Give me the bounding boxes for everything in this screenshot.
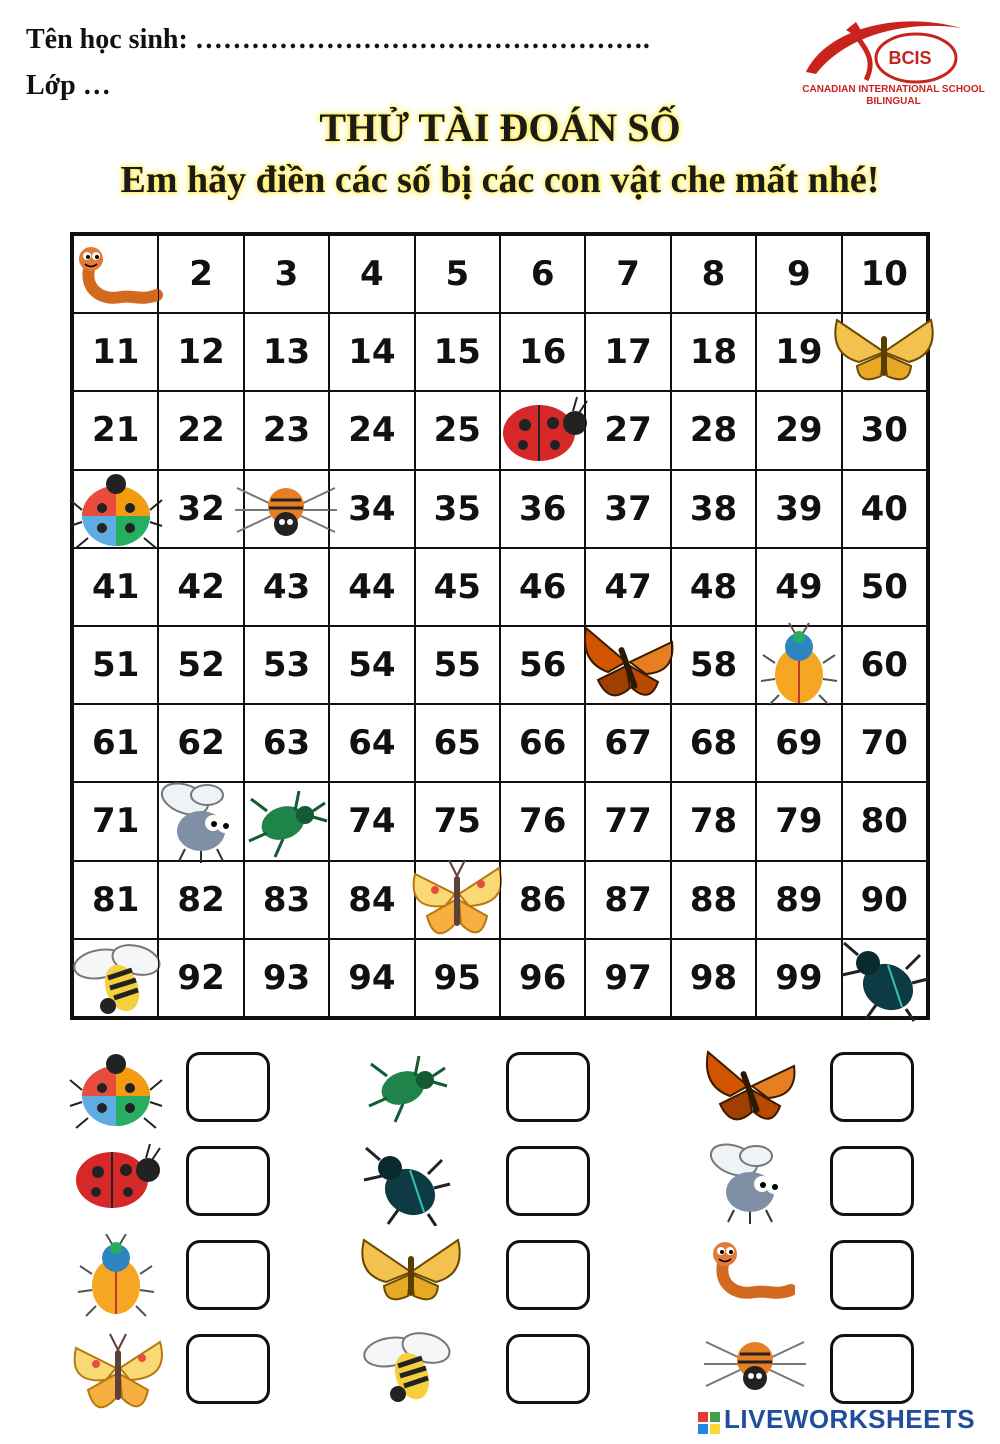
grid-number: 18 [689, 332, 738, 373]
grid-cell [500, 313, 585, 391]
grid-number: 80 [860, 801, 908, 842]
grid-cell [329, 626, 414, 704]
grid-cell-hidden [756, 626, 841, 704]
answer-box[interactable] [506, 1240, 590, 1310]
logo-subtitle-2: BILINGUAL [866, 96, 921, 107]
grid-cell [415, 939, 500, 1017]
grid-number: 77 [604, 801, 652, 842]
grid-cell [585, 313, 670, 391]
worksheet-title: THỬ TÀI ĐOÁN SỐ [319, 105, 681, 150]
grid-cell [73, 782, 158, 860]
grid-number: 28 [689, 410, 738, 451]
grid-number: 48 [689, 566, 738, 607]
grid-number: 99 [775, 957, 823, 998]
grid-number: 49 [775, 566, 823, 607]
liveworksheets-logo-icon [698, 1412, 720, 1434]
red-ladybug-icon [66, 1140, 166, 1222]
grid-number: 8 [701, 254, 726, 295]
grid-cell [671, 548, 756, 626]
grid-number: 62 [177, 723, 225, 764]
answer-box[interactable] [830, 1052, 914, 1122]
grid-number: 61 [92, 723, 140, 764]
grid-cell [500, 939, 585, 1017]
grid-number: 25 [433, 410, 481, 451]
grid-cell [585, 704, 670, 782]
grid-cell [73, 313, 158, 391]
grid-cell [329, 704, 414, 782]
grid-cell-hidden [415, 861, 500, 939]
grid-cell [671, 939, 756, 1017]
grid-cell-hidden [500, 391, 585, 469]
grid-cell [244, 704, 329, 782]
grid-number: 81 [92, 879, 140, 920]
grid-number: 6 [530, 254, 555, 295]
grid-number: 82 [177, 879, 225, 920]
grid-cell [329, 782, 414, 860]
grid-number: 43 [262, 566, 311, 607]
grid-number: 36 [519, 488, 567, 529]
fly-icon [700, 1140, 800, 1222]
grid-number: 66 [519, 723, 567, 764]
grid-cell [415, 626, 500, 704]
grid-cell [73, 861, 158, 939]
grid-number: 47 [604, 566, 652, 607]
grid-number: 58 [689, 645, 738, 686]
grid-cell [329, 861, 414, 939]
grid-cell [756, 470, 841, 548]
grid-number: 55 [433, 645, 481, 686]
grid-number: 96 [519, 957, 567, 998]
grid-number: 94 [348, 957, 396, 998]
grid-cell [415, 548, 500, 626]
grid-cell [329, 313, 414, 391]
grid-number: 90 [860, 879, 908, 920]
grid-cell [73, 391, 158, 469]
grid-number: 78 [689, 801, 738, 842]
grid-cell [500, 548, 585, 626]
grid-number: 4 [360, 254, 384, 295]
grid-number: 97 [604, 957, 652, 998]
grid-cell [158, 626, 243, 704]
grid-number: 12 [177, 332, 225, 373]
grid-cell [756, 939, 841, 1017]
grid-cell [500, 470, 585, 548]
grid-cell [158, 313, 243, 391]
grid-cell-hidden [244, 782, 329, 860]
grid-cell [756, 704, 841, 782]
answer-box[interactable] [186, 1146, 270, 1216]
grid-number: 75 [433, 801, 481, 842]
grid-cell [158, 391, 243, 469]
grid-cell-hidden [73, 235, 158, 313]
grid-number: 9 [787, 254, 811, 295]
watermark: LIVEWORKSHEETS [724, 1404, 976, 1434]
grid-number: 60 [860, 645, 908, 686]
grid-cell [244, 939, 329, 1017]
grid-number: 44 [348, 566, 396, 607]
grid-number: 22 [177, 410, 225, 451]
answer-box[interactable] [830, 1240, 914, 1310]
grid-cell [415, 470, 500, 548]
grid-cell [671, 782, 756, 860]
green-beetle-icon [356, 1046, 456, 1128]
grid-number: 56 [519, 645, 567, 686]
grid-number: 70 [860, 723, 908, 764]
logo-subtitle: CANADIAN INTERNATIONAL SCHOOL [802, 84, 985, 95]
grid-cell-hidden [842, 313, 927, 391]
yellow-butterfly-icon [356, 1234, 456, 1316]
grid-number: 93 [262, 957, 311, 998]
pale-butterfly-icon [66, 1328, 166, 1410]
grid-cell-hidden [73, 939, 158, 1017]
grid-number: 69 [775, 723, 823, 764]
worksheet-instruction: Em hãy điền các số bị các con vật che mất nhé! [120, 159, 880, 201]
grid-cell [671, 704, 756, 782]
grid-cell [756, 861, 841, 939]
grid-cell [585, 391, 670, 469]
grid-number: 74 [348, 801, 396, 842]
grid-cell [415, 235, 500, 313]
answer-box[interactable] [506, 1334, 590, 1404]
grid-number: 87 [604, 879, 652, 920]
grid-number: 67 [604, 723, 652, 764]
grid-number: 29 [775, 410, 823, 451]
grid-number: 84 [348, 879, 396, 920]
grid-number: 21 [92, 410, 140, 451]
grid-number: 65 [433, 723, 481, 764]
grid-cell [756, 235, 841, 313]
answer-box[interactable] [186, 1334, 270, 1404]
grid-cell [842, 235, 927, 313]
grid-cell [415, 782, 500, 860]
stink-bug-icon [66, 1234, 166, 1316]
grid-number: 3 [274, 254, 299, 295]
grid-cell [73, 548, 158, 626]
grid-cell [500, 861, 585, 939]
answer-box[interactable] [186, 1240, 270, 1310]
grid-cell [842, 391, 927, 469]
logo-name: BCIS [888, 48, 932, 68]
grid-cell [842, 704, 927, 782]
grid-cell-hidden [244, 470, 329, 548]
grid-cell [585, 861, 670, 939]
bee-icon [356, 1328, 456, 1410]
grid-cell [244, 313, 329, 391]
grid-cell [244, 861, 329, 939]
answer-box[interactable] [186, 1052, 270, 1122]
grid-number: 19 [775, 332, 823, 373]
grid-cell [671, 391, 756, 469]
grid-number: 24 [348, 410, 396, 451]
grid-number: 35 [433, 488, 481, 529]
grid-cell [415, 391, 500, 469]
grid-number: 79 [775, 801, 823, 842]
grid-cell [329, 548, 414, 626]
student-name-label: Tên học sinh: …………………………………………. [26, 24, 650, 55]
grid-number: 89 [775, 879, 823, 920]
grid-cell [244, 235, 329, 313]
grid-cell [244, 626, 329, 704]
answer-box[interactable] [506, 1052, 590, 1122]
grid-cell [842, 548, 927, 626]
grid-cell [842, 861, 927, 939]
grid-number: 88 [689, 879, 738, 920]
grid-cell [500, 626, 585, 704]
grid-cell [244, 391, 329, 469]
grid-number: 37 [604, 488, 652, 529]
grid-cell [585, 782, 670, 860]
grid-cell [842, 626, 927, 704]
grid-cell [585, 235, 670, 313]
grid-number: 30 [860, 410, 908, 451]
grid-number: 63 [262, 723, 311, 764]
grid-cell [500, 782, 585, 860]
grid-number: 52 [177, 645, 225, 686]
grid-number: 14 [348, 332, 396, 373]
grid-cell [671, 470, 756, 548]
grid-number: 13 [262, 332, 311, 373]
colorful-ladybug-icon [66, 1046, 166, 1128]
grid-number: 23 [262, 410, 311, 451]
grid-cell [671, 313, 756, 391]
grid-number: 11 [92, 332, 140, 373]
grid-number: 17 [604, 332, 652, 373]
grid-number: 32 [177, 488, 225, 529]
grid-cell [158, 861, 243, 939]
number-grid [70, 232, 930, 1020]
grid-cell [73, 626, 158, 704]
grid-number: 16 [519, 332, 567, 373]
grid-number: 68 [689, 723, 738, 764]
grid-number: 27 [604, 410, 652, 451]
grid-cell [842, 782, 927, 860]
grid-number: 45 [433, 566, 481, 607]
grid-number: 34 [348, 488, 396, 529]
grid-number: 41 [92, 566, 140, 607]
grid-cell [158, 704, 243, 782]
grid-number: 10 [860, 254, 908, 295]
grid-cell [671, 235, 756, 313]
grid-cell-hidden [73, 470, 158, 548]
class-label: Lớp … [26, 70, 111, 101]
grid-cell [842, 470, 927, 548]
grid-cell [500, 704, 585, 782]
answer-box[interactable] [506, 1146, 590, 1216]
grid-number: 38 [689, 488, 738, 529]
grid-number: 15 [433, 332, 481, 373]
grid-cell [329, 235, 414, 313]
grid-number: 7 [616, 254, 640, 295]
grid-cell [415, 313, 500, 391]
worm-icon [700, 1234, 800, 1316]
grid-number: 86 [519, 879, 567, 920]
grid-cell [73, 704, 158, 782]
grid-number: 83 [262, 879, 311, 920]
grid-cell [500, 235, 585, 313]
grid-number: 46 [519, 566, 567, 607]
grid-cell [329, 939, 414, 1017]
grid-cell [415, 704, 500, 782]
grid-cell [158, 235, 243, 313]
grid-cell [756, 782, 841, 860]
grid-cell-hidden [842, 939, 927, 1017]
grid-cell [329, 391, 414, 469]
grid-number: 5 [445, 254, 470, 295]
orange-butterfly-icon [700, 1046, 800, 1128]
grid-cell [756, 391, 841, 469]
grid-number: 64 [348, 723, 396, 764]
grid-number: 51 [92, 645, 140, 686]
grid-cell [585, 548, 670, 626]
grid-cell [158, 548, 243, 626]
grid-number: 95 [433, 957, 481, 998]
grid-number: 71 [92, 801, 140, 842]
grid-cell-hidden [158, 782, 243, 860]
grid-cell [585, 939, 670, 1017]
grid-cell [158, 939, 243, 1017]
grid-number: 54 [348, 645, 396, 686]
grid-cell [244, 548, 329, 626]
grid-number: 76 [519, 801, 567, 842]
grid-number: 42 [177, 566, 225, 607]
spider-icon [700, 1328, 800, 1410]
grid-cell [671, 861, 756, 939]
grid-cell [756, 548, 841, 626]
answer-box[interactable] [830, 1334, 914, 1404]
grid-number: 39 [775, 488, 823, 529]
grid-cell [585, 470, 670, 548]
grid-number: 92 [177, 957, 225, 998]
dung-beetle-icon [356, 1140, 456, 1222]
grid-cell [329, 470, 414, 548]
grid-cell-hidden [585, 626, 670, 704]
grid-number: 2 [189, 254, 213, 295]
grid-cell [671, 626, 756, 704]
grid-number: 40 [860, 488, 908, 529]
answer-box[interactable] [830, 1146, 914, 1216]
grid-number: 50 [860, 566, 908, 607]
grid-number: 98 [689, 957, 738, 998]
grid-number: 53 [262, 645, 311, 686]
